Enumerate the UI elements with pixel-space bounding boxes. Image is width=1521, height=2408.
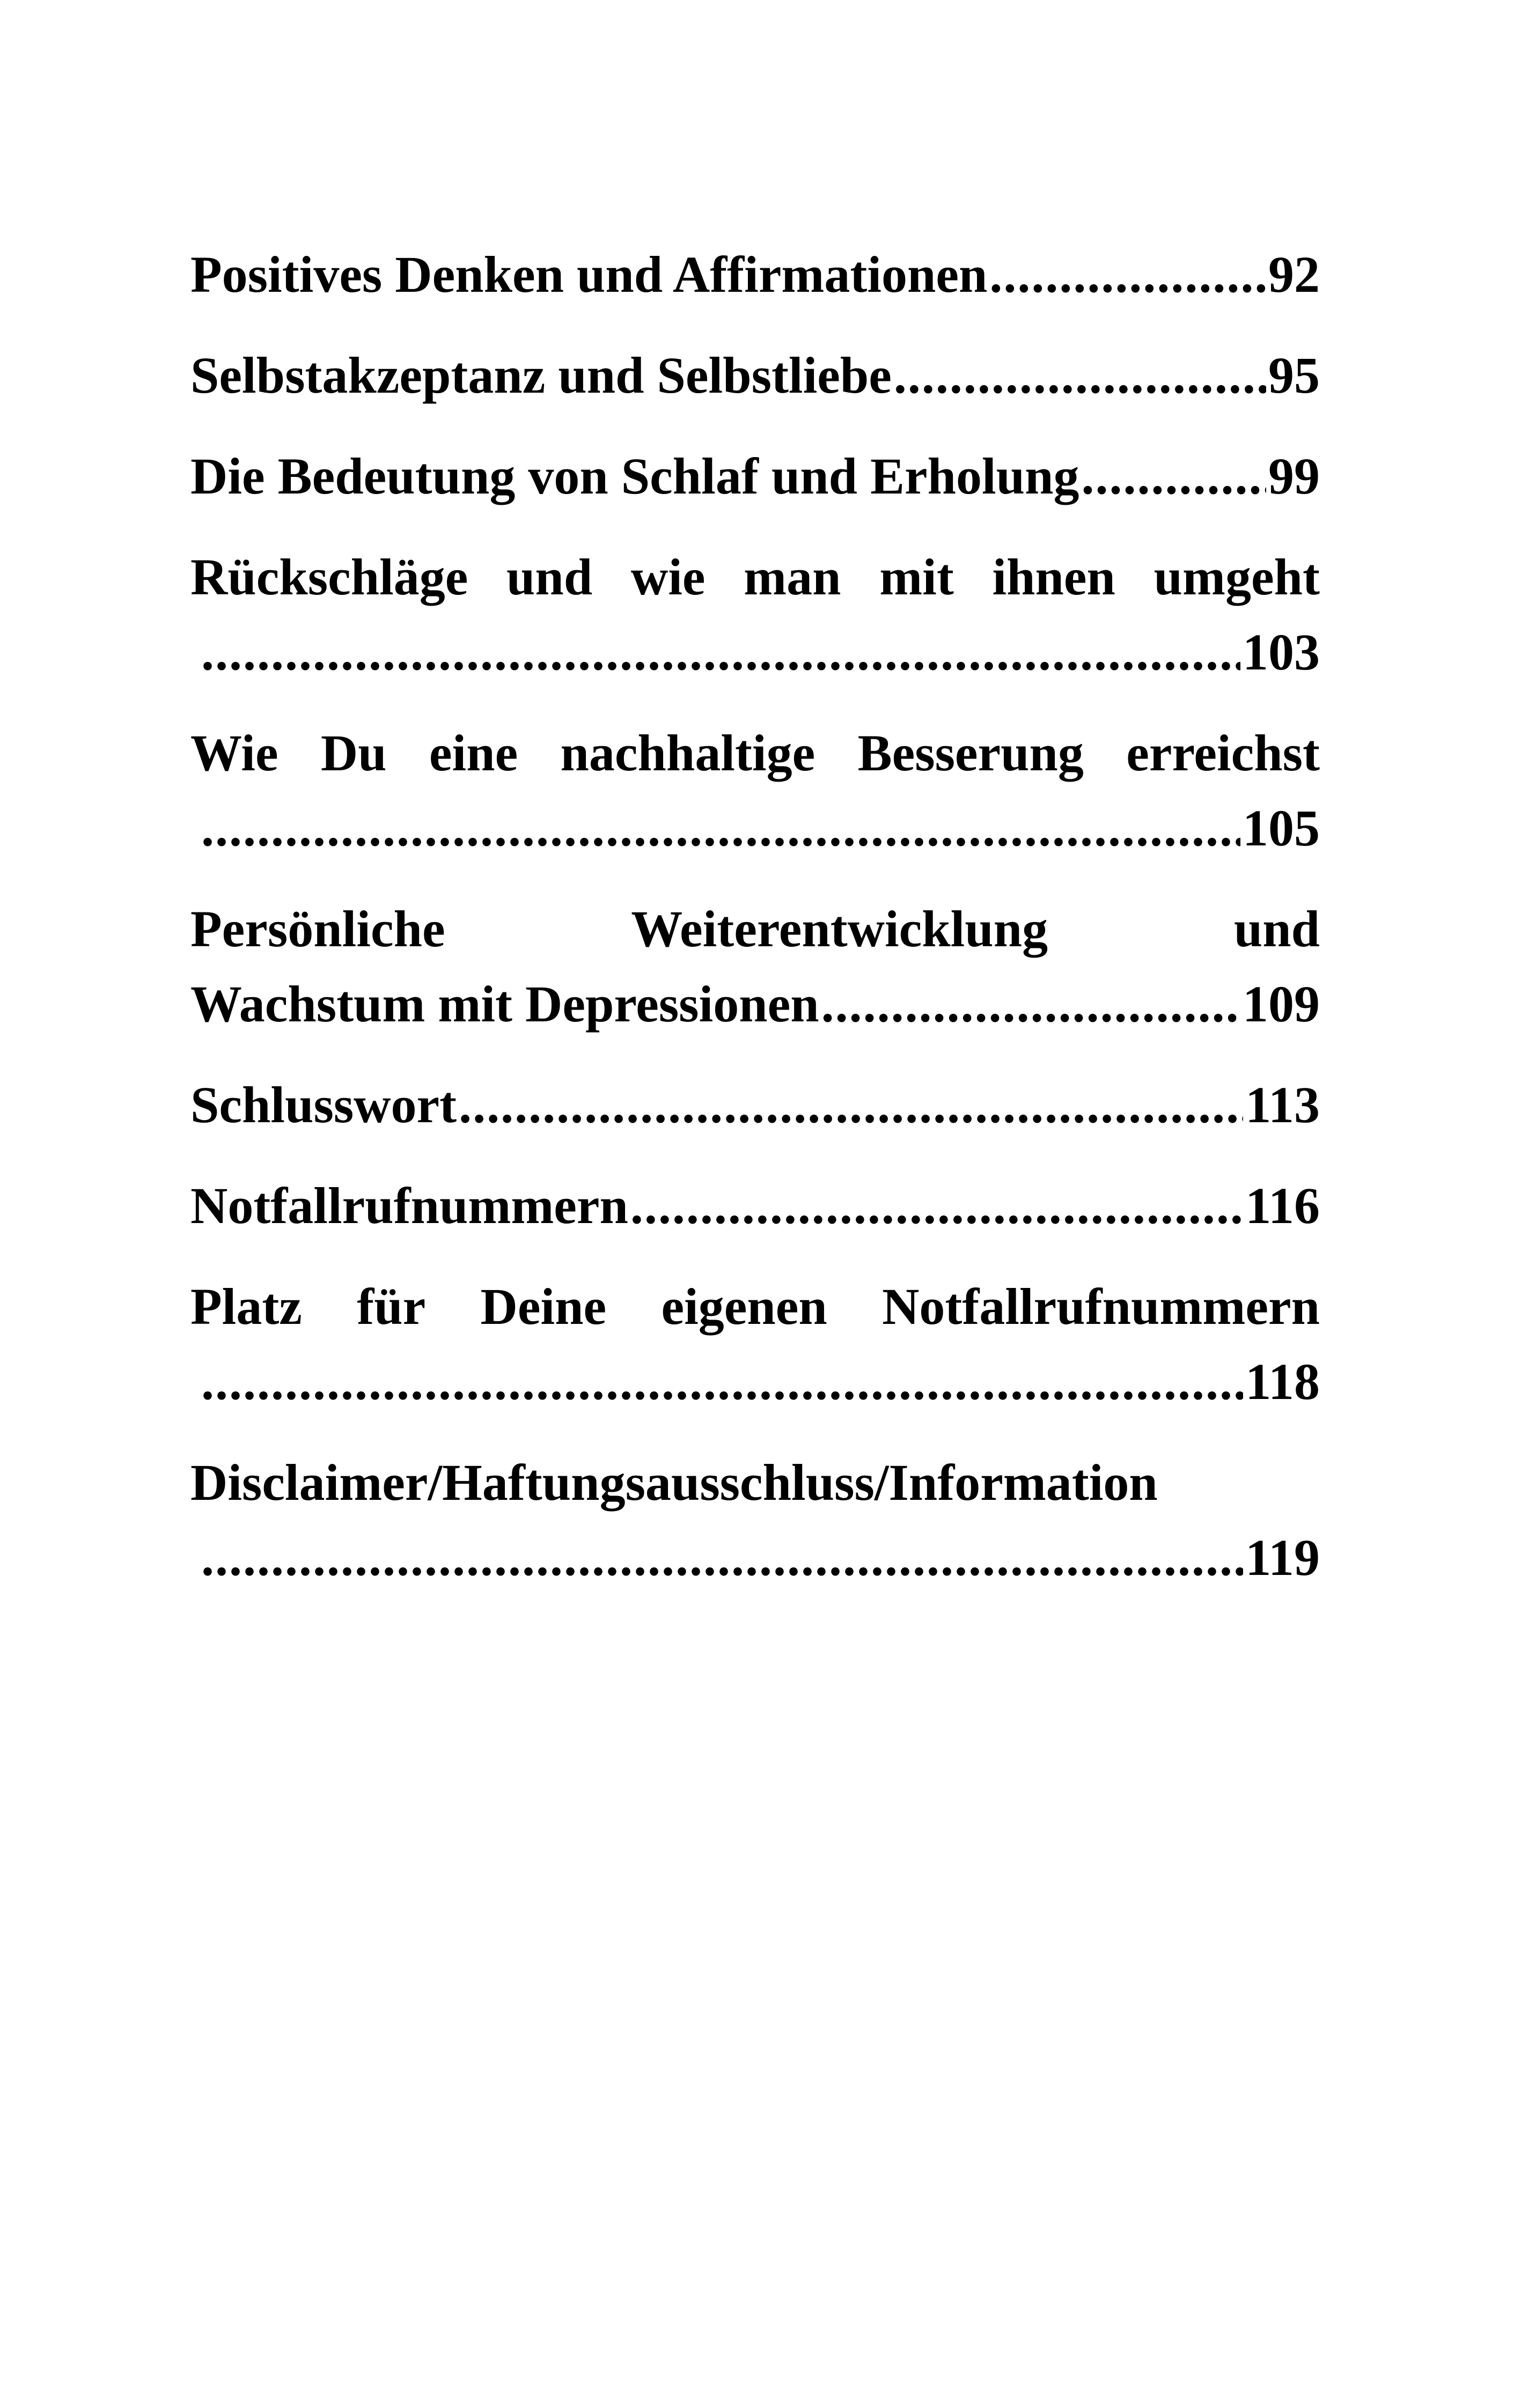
title-word: wie — [630, 548, 706, 606]
toc-entry-page: 118 — [1245, 1353, 1320, 1410]
toc-entry-title — [190, 716, 1320, 791]
toc-entry-page: 92 — [1268, 246, 1320, 303]
toc-entry — [190, 892, 1320, 1042]
toc-entry-title: Disclaimer/Haftungsausschluss/Information — [190, 1454, 1158, 1511]
title-word: eine — [429, 724, 518, 782]
toc-entry-page: 109 — [1243, 975, 1320, 1033]
toc-line — [190, 1168, 1320, 1243]
dot-leader — [630, 1168, 1243, 1243]
dot-leader — [821, 967, 1240, 1042]
dot-leader — [1081, 439, 1266, 514]
toc-entry-page: 105 — [1243, 799, 1320, 857]
toc-line — [190, 237, 1320, 312]
title-word: und — [1233, 900, 1320, 958]
toc-entry — [190, 1168, 1320, 1243]
title-word: Persönliche — [190, 900, 445, 958]
toc-entry-title — [190, 892, 1320, 967]
title-word: Notfallrufnummern — [882, 1278, 1320, 1335]
title-word: Wie — [190, 724, 278, 782]
toc-entry — [190, 338, 1320, 413]
title-word: Besserung — [857, 724, 1084, 782]
toc-entry-page: 119 — [1245, 1529, 1320, 1586]
toc-line — [190, 615, 1320, 690]
toc-entry — [190, 716, 1320, 866]
toc-entry — [190, 540, 1320, 690]
dot-leader — [201, 791, 1240, 866]
title-word: nachhaltige — [560, 724, 815, 782]
dot-leader — [459, 1067, 1243, 1143]
title-word: man — [744, 548, 841, 606]
dot-leader — [201, 1344, 1243, 1419]
toc-entry-page: 103 — [1243, 623, 1320, 681]
toc-entry-title: Positives Denken und Affirmationen — [190, 246, 988, 303]
toc-entry-page: 116 — [1245, 1177, 1320, 1234]
toc-entry-title: Selbstakzeptanz und Selbstliebe — [190, 347, 892, 404]
table-of-contents — [190, 237, 1320, 1621]
toc-entry — [190, 1269, 1320, 1419]
dot-leader — [201, 1520, 1243, 1595]
toc-entry — [190, 1445, 1320, 1595]
toc-line — [190, 1520, 1320, 1595]
toc-entry-title: Notfallrufnummern — [190, 1177, 628, 1234]
title-word: und — [506, 548, 593, 606]
dot-leader — [201, 615, 1240, 690]
title-word: Rückschläge — [190, 548, 468, 606]
title-word: für — [357, 1278, 426, 1335]
toc-entry-title — [190, 1269, 1320, 1344]
toc-entry-page: 95 — [1268, 347, 1320, 404]
title-word: mit — [879, 548, 954, 606]
title-word: ihnen — [992, 548, 1115, 606]
title-word: erreichst — [1126, 724, 1320, 782]
toc-entry-title: Die Bedeutung von Schlaf und Erholung — [190, 447, 1079, 505]
title-word: Weiterentwicklung — [631, 900, 1048, 958]
dot-leader — [894, 338, 1266, 413]
toc-line — [190, 1067, 1320, 1143]
toc-entry — [190, 237, 1320, 312]
title-word: Du — [320, 724, 387, 782]
toc-entry-title-line2: Wachstum mit Depressionen — [190, 975, 819, 1033]
toc-entry — [190, 1067, 1320, 1143]
toc-line — [190, 1344, 1320, 1419]
title-word: eigenen — [661, 1278, 827, 1335]
toc-line — [190, 791, 1320, 866]
toc-entry-page: 99 — [1268, 447, 1320, 505]
toc-entry — [190, 439, 1320, 514]
toc-line — [190, 338, 1320, 413]
title-word: Deine — [480, 1278, 607, 1335]
title-word: Platz — [190, 1278, 302, 1335]
dot-leader — [989, 237, 1266, 312]
toc-line — [190, 1445, 1320, 1520]
toc-entry-title — [190, 540, 1320, 615]
title-word: umgeht — [1153, 548, 1320, 606]
toc-entry-page: 113 — [1245, 1076, 1320, 1133]
toc-line — [190, 439, 1320, 514]
toc-entry-title: Schlusswort — [190, 1076, 457, 1133]
toc-line — [190, 967, 1320, 1042]
